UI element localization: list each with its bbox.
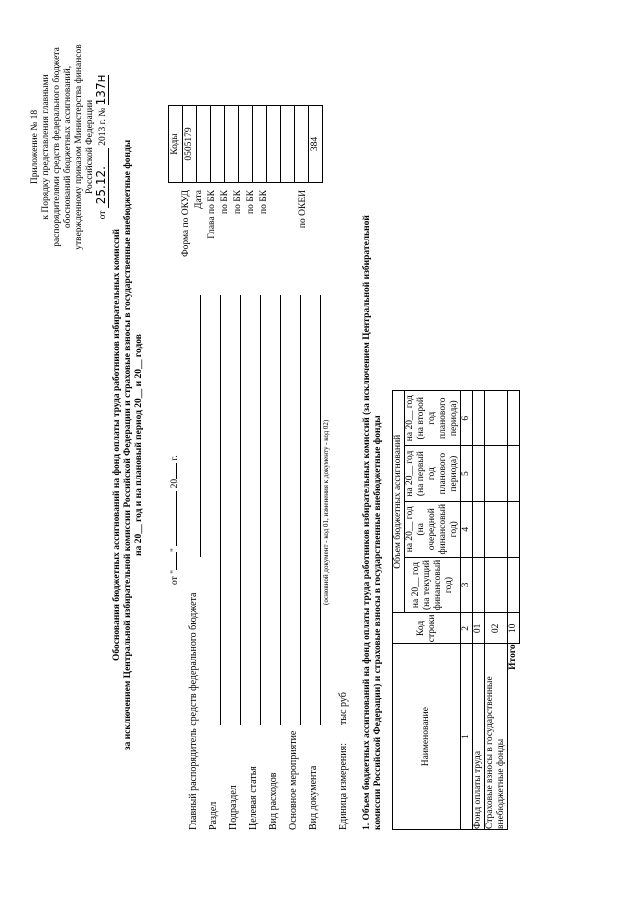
header-col-plan-1: на 20__ год (на первый год планового периода) — [405, 446, 461, 501]
table-row — [485, 391, 508, 830]
codes-label-okei: по ОКЕИ — [298, 190, 308, 229]
title-line-1: Обоснования бюджетных ассигнований на фонд оплаты труда работников избирательных комиссий — [112, 228, 122, 662]
row-name-payroll: Фонд оплаты труда — [473, 644, 485, 830]
field-expense-type: Вид расходов — [268, 772, 279, 830]
field-document-type: Вид документа — [308, 765, 319, 830]
codes-label-date: Дата — [194, 190, 204, 209]
document-title — [112, 95, 145, 795]
codes-bk-3-value — [253, 106, 267, 183]
codes-labels — [168, 190, 311, 345]
date-line: от "" 20 г. — [170, 455, 180, 585]
field-document-type-line — [320, 295, 321, 725]
header-group: Объем бюджетных ассигнований — [393, 391, 405, 613]
appendix-line-2: распорядителями средств федерального бюджета — [52, 47, 62, 247]
header-col-next: на 20__ год (на очередной финансовый год) — [405, 501, 461, 557]
codes-label-chapter: Глава по БК — [207, 190, 217, 239]
appendix-title: Приложение № 18 — [30, 109, 40, 185]
field-subsection: Подраздел — [228, 785, 239, 830]
codes-okei-value: 384 — [309, 106, 323, 183]
row-name-insurance: Страховые взносы в государственные внебюджетные фонды — [485, 644, 508, 830]
field-target-item-line — [260, 295, 261, 725]
table-number-row: 1 2 3 4 5 6 — [461, 391, 473, 830]
appendix-line-1: к Порядку представления главными — [41, 74, 51, 220]
field-main-activity-line — [300, 295, 301, 725]
codes-empty-2-value — [295, 106, 309, 183]
section-1-line-1: 1. Объем бюджетных ассигнований на фонд оплаты труда работников избирательных комиссий (за исключением Центральной избирательной — [362, 215, 372, 830]
section-1-heading — [362, 70, 384, 830]
document-type-note: (основной документ - код 01, изменения к документу - код 02) — [322, 419, 330, 605]
table-total-row — [508, 391, 520, 830]
appendix-line-3: обоснований бюджетных ассигнований, — [63, 65, 73, 229]
codes-label-empty-1 — [272, 190, 285, 345]
codes-chapter-value — [211, 106, 225, 183]
table-row — [473, 391, 485, 830]
codes-bk-4-value — [267, 106, 281, 183]
codes-date-value — [197, 106, 211, 183]
field-target-item: Целевая статья — [248, 766, 259, 830]
appendix-line-5: Российской Федерации — [85, 99, 95, 195]
header-col-plan-2: на 20__ год (на второй год планового периода) — [405, 391, 461, 446]
allocation-table — [392, 390, 520, 830]
codes-label-empty-2 — [285, 190, 298, 345]
row-code-insurance: 02 — [485, 613, 508, 644]
codes-header: Коды — [169, 106, 183, 183]
field-section-line — [220, 295, 221, 725]
codes-empty-1-value — [281, 106, 295, 183]
field-subsection-line — [240, 295, 241, 725]
codes-bk-2-value — [239, 106, 253, 183]
header-name: Наименование — [393, 644, 461, 830]
codes-label-bk-4: по БК — [259, 190, 269, 215]
appendix-line-4: утвержденному приказом Министерства финансов — [74, 44, 84, 250]
field-expense-type-line — [280, 295, 281, 725]
field-main-activity: Основное мероприятие — [288, 730, 299, 830]
codes-table — [168, 105, 323, 183]
row-code-payroll: 01 — [473, 613, 485, 644]
codes-bk-1-value — [225, 106, 239, 183]
header-col-current: на 20__ год (на текущий финансовый год) — [405, 557, 461, 613]
total-code: 10 — [508, 613, 520, 644]
section-1-line-2: комиссии Российской Федерации) и страховые взносы в государственные внебюджетные фонды — [373, 415, 383, 830]
appendix-number-handwritten: 137н — [94, 74, 108, 106]
title-line-3: на 20__ год и на плановый период 20__ и 20__ годов — [134, 334, 144, 556]
appendix-date-handwritten: 25.12. — [94, 148, 109, 208]
appendix-date-line: от 25.12. 2013 г. № 137н — [94, 74, 108, 220]
total-label: Итого — [508, 644, 520, 830]
title-line-2: за исключением Центральной избирательной комиссии Российской Федерации и страховые взносы в государственные внебюджетные фонды — [123, 139, 133, 751]
codes-label-bk-2: по БК — [233, 190, 243, 215]
appendix-block — [30, 22, 109, 272]
field-section: Раздел — [208, 801, 219, 830]
codes-okud-value: 0505179 — [183, 106, 197, 183]
codes-label-bk-3: по БК — [246, 190, 256, 215]
unit-label: Единица измерения: — [338, 743, 349, 830]
codes-label-bk-1: по БК — [220, 190, 230, 215]
header-code: Код строки — [393, 613, 461, 644]
field-main-manager: Главный распорядитель средств федерального бюджета — [188, 592, 199, 830]
unit-value: тыс руб — [338, 692, 349, 725]
codes-label-okud: Форма по ОКУД — [181, 190, 191, 257]
